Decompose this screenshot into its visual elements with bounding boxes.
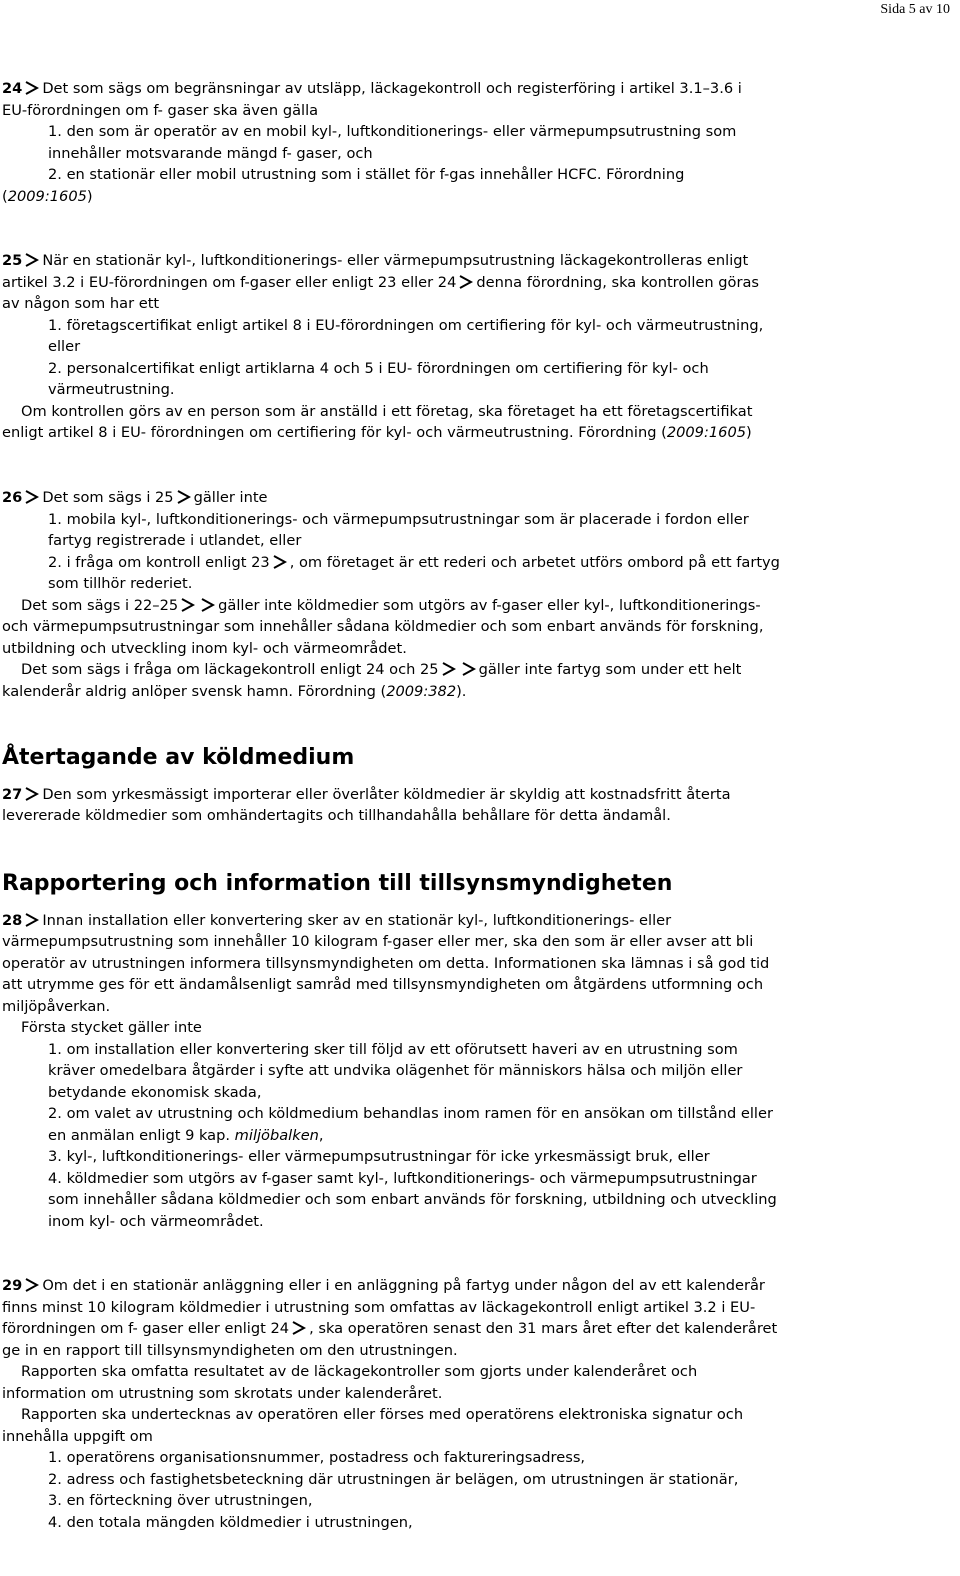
text-line: Det som sägs i fråga om läckagekontroll enligt 24 och 25 gäller inte fartyg som under ett helt: [21, 661, 742, 678]
paragraph-icon: [292, 1320, 306, 1336]
list-item: 2. personalcertifikat enligt artiklarna 4 och 5 i EU- förordningen om certifiering för kyl- och: [48, 360, 709, 377]
list-item: 4. köldmedier som utgörs av f-gaser samt kyl-, luftkonditionerings- och värmepumpsutrustningar: [48, 1170, 757, 1187]
list-item: 1. företagscertifikat enligt artikel 8 i EU-förordningen om certifiering för kyl- och värmeutrustning,: [48, 317, 764, 334]
list-item: 2. en stationär eller mobil utrustning som i stället för f-gas innehåller HCFC. Förordning: [48, 166, 685, 183]
text-line: värmeutrustning.: [48, 381, 175, 398]
text-line: operatör av utrustningen informera tillsynsmyndigheten om detta. Informationen ska lämnas i så god tid: [2, 955, 770, 972]
list-item: 2. adress och fastighetsbeteckning där utrustningen är belägen, om utrustningen är stationär,: [48, 1471, 739, 1488]
paragraph-icon: [25, 1277, 39, 1293]
text-line: som innehåller sådana köldmedier och som enbart används för forskning, utbildning och utveckling: [48, 1191, 777, 1208]
paragraph-icon: [25, 786, 39, 802]
law-reference: miljöbalken: [234, 1127, 319, 1144]
paragraph-icon: [25, 80, 39, 96]
paragraph-icon: [462, 661, 476, 677]
text-line: fartyg registrerade i utlandet, eller: [48, 532, 302, 549]
text-line: Första stycket gäller inte: [21, 1019, 202, 1036]
text-line: en anmälan enligt 9 kap. miljöbalken,: [48, 1127, 324, 1144]
sfs-reference: 2009:1605: [666, 424, 747, 441]
text-line: av någon som har ett: [2, 295, 160, 312]
paragraph-icon: [25, 252, 39, 268]
section-28-line: 28 Innan installation eller konvertering sker av en stationär kyl-, luftkonditionerings- eller: [2, 912, 672, 929]
section-26-line: 26 Det som sägs i 25 gäller inte: [2, 489, 268, 506]
text-line: innehålla uppgift om: [2, 1428, 153, 1445]
text-line: kalenderår aldrig anlöper svensk hamn. Förordning (2009:382).: [2, 683, 467, 700]
text-line: kräver omedelbara åtgärder i syfte att undvika olägenhet för människors hälsa och miljön eller: [48, 1062, 743, 1079]
paragraph-icon: [25, 912, 39, 928]
sfs-reference: 2009:1605: [7, 188, 87, 205]
section-27-line: 27 Den som yrkesmässigt importerar eller överlåter köldmedier är skyldig att kostnadsfritt återta: [2, 786, 731, 803]
text-line: enligt artikel 8 i EU- förordningen om certifiering för kyl- och värmeutrustning. Förordning (2009:1605): [2, 424, 752, 441]
text-line: ge in en rapport till tillsynsmyndigheten om den utrustningen.: [2, 1342, 458, 1359]
text-line: Det som sägs i 22–25 gäller inte köldmedier som utgörs av f-gaser eller kyl-, luftkonditionerings-: [21, 597, 761, 614]
section-number: 27: [2, 786, 23, 803]
text-line: miljöpåverkan.: [2, 998, 111, 1015]
paragraph-icon: [201, 597, 215, 613]
list-item: 1. mobila kyl-, luftkonditionerings- och värmepumpsutrustningar som är placerade i fordon eller: [48, 511, 749, 528]
paragraph-icon: [459, 274, 473, 290]
text-line: att utrymme ges för ett ändamålsenligt samråd med tillsynsmyndigheten om åtgärdens utformning och: [2, 976, 764, 993]
text-line: artikel 3.2 i EU-förordningen om f-gaser eller enligt 23 eller 24 denna förordning, ska kontrollen göras: [2, 274, 760, 291]
list-item: 1. om installation eller konvertering sker till följd av ett oförutsett haveri av en utrustning som: [48, 1041, 738, 1058]
page-number: Sida 5 av 10: [880, 2, 950, 17]
text-line: levererade köldmedier som omhändertagits och tillhandahålla behållare för detta ändamål.: [2, 807, 671, 824]
text-line: förordningen om f- gaser eller enligt 24 , ska operatören senast den 31 mars året efter det kalenderåret: [2, 1320, 778, 1337]
section-heading: Återtagande av köldmedium: [2, 745, 355, 770]
section-number: 25: [2, 252, 23, 269]
section-number: 26: [2, 489, 23, 506]
text-line: eller: [48, 338, 81, 355]
text-line: utbildning och utveckling inom kyl- och värmeområdet.: [2, 640, 407, 657]
text-line: som tillhör rederiet.: [48, 575, 193, 592]
list-item: 3. en förteckning över utrustningen,: [48, 1492, 313, 1509]
text-line: inom kyl- och värmeområdet.: [48, 1213, 264, 1230]
text-line: EU-förordningen om f- gaser ska även gälla: [2, 102, 319, 119]
paragraph-icon: [181, 597, 195, 613]
text-line: information om utrustning som skrotats under kalenderåret.: [2, 1385, 443, 1402]
text-line: Rapporten ska omfatta resultatet av de läckagekontroller som gjorts under kalenderåret och: [21, 1363, 698, 1380]
paragraph-icon: [442, 661, 456, 677]
section-number: 28: [2, 912, 23, 929]
list-item: 2. om valet av utrustning och köldmedium behandlas inom ramen för en ansökan om tillstånd eller: [48, 1105, 773, 1122]
text-line: (2009:1605): [2, 188, 93, 205]
section-29-line: 29 Om det i en stationär anläggning eller i en anläggning på fartyg under någon del av ett kalenderår: [2, 1277, 765, 1294]
sfs-reference: 2009:382: [386, 683, 457, 700]
text-line: Rapporten ska undertecknas av operatören eller förses med operatörens elektroniska signatur och: [21, 1406, 744, 1423]
text-line: värmepumpsutrustning som innehåller 10 kilogram f-gaser eller mer, ska den som är eller avser att bli: [2, 933, 754, 950]
paragraph-icon: [25, 489, 39, 505]
list-item: 4. den totala mängden köldmedier i utrustningen,: [48, 1514, 413, 1531]
text-line: finns minst 10 kilogram köldmedier i utrustning som omfattas av läckagekontroll enligt artikel 3.2 i EU-: [2, 1299, 756, 1316]
section-24-line: 24 Det som sägs om begränsningar av utsläpp, läckagekontroll och registerföring i artikel 3.1–3.6 i: [2, 80, 742, 97]
list-item: 1. operatörens organisationsnummer, postadress och faktureringsadress,: [48, 1449, 586, 1466]
list-item: 1. den som är operatör av en mobil kyl-, luftkonditionerings- eller värmepumpsutrustning som: [48, 123, 737, 140]
paragraph-icon: [177, 489, 191, 505]
paragraph-icon: [273, 554, 287, 570]
list-item: 2. i fråga om kontroll enligt 23 , om företaget är ett rederi och arbetet utförs ombord på ett fartyg: [48, 554, 780, 571]
text-line: och värmepumpsutrustningar som innehåller sådana köldmedier och som enbart används för forskning,: [2, 618, 764, 635]
list-item: 3. kyl-, luftkonditionerings- eller värmepumpsutrustningar för icke yrkesmässigt bruk, eller: [48, 1148, 710, 1165]
section-number: 24: [2, 80, 23, 97]
text-line: betydande ekonomisk skada,: [48, 1084, 262, 1101]
section-25-line: 25 När en stationär kyl-, luftkonditionerings- eller värmepumpsutrustning läckagekontrolleras enligt: [2, 252, 749, 269]
text-line: Om kontrollen görs av en person som är anställd i ett företag, ska företaget ha ett företagscertifikat: [21, 403, 753, 420]
section-number: 29: [2, 1277, 23, 1294]
text-line: innehåller motsvarande mängd f- gaser, och: [48, 145, 373, 162]
section-heading: Rapportering och information till tillsynsmyndigheten: [2, 871, 673, 896]
